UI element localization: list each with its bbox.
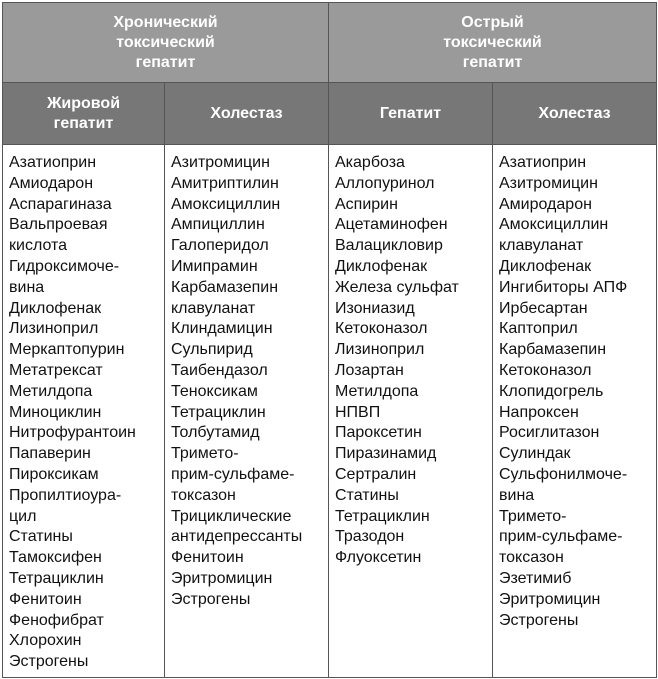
drug-list-item: Эзетимиб: [499, 569, 572, 587]
drug-list-item: Ампициллин: [171, 216, 265, 234]
acute-toxic-hepatitis-title: Острый токсический гепатит: [443, 13, 542, 71]
drug-list-item: Диклофенак: [499, 257, 592, 275]
drug-list-item: Статины: [335, 486, 399, 504]
drug-list-item: Эстрогены: [171, 590, 251, 608]
drug-list-item: Диклофенак: [335, 257, 428, 275]
drug-list-item: Аспарагиназа: [9, 195, 112, 213]
drug-list-item: Напроксен: [499, 403, 579, 421]
drug-list-item: прим-сульфаме-: [499, 528, 623, 546]
drug-list-item: Флуоксетин: [335, 549, 422, 567]
drug-list-item: Пиразинамид: [335, 445, 437, 463]
drug-list-item: токсазон: [171, 486, 236, 504]
drug-list-item: Фенитоин: [171, 549, 244, 567]
chronic-toxic-hepatitis-header: [3, 3, 329, 83]
drug-list-item: НПВП: [335, 403, 381, 421]
drug-list-item: Лозартан: [335, 361, 404, 379]
drug-list-item: Азитромицин: [499, 174, 598, 192]
drug-list-item: Таибендазол: [171, 361, 268, 379]
drug-list-item: Кетоконазол: [499, 361, 592, 379]
drug-list-item: Амиодарон: [9, 174, 94, 192]
drug-list-item: Пироксикам: [9, 465, 99, 483]
drug-list-item: Акарбоза: [335, 154, 405, 171]
drug-list-item: Папаверин: [9, 445, 91, 463]
drug-list-item: Сульфонилмоче-: [499, 465, 628, 483]
drug-list-item: Карбамазепин: [171, 278, 279, 296]
drug-list-item: Лизиноприл: [335, 341, 425, 359]
drug-list-item: Амиродарон: [499, 195, 592, 213]
drug-list-item: Аллопуринол: [335, 174, 435, 192]
drug-list-item: Фенитоин: [9, 590, 82, 608]
drug-list-item: Эритромицин: [499, 590, 601, 608]
drug-list-item: Тамоксифен: [9, 549, 102, 567]
drug-list-item: Тразодон: [335, 528, 405, 546]
fatty-hepatitis-header: [3, 83, 165, 145]
drug-list-item: Пароксетин: [335, 424, 422, 442]
drug-list-item: Ингибиторы АПФ: [499, 278, 628, 296]
drug-list-item: Статины: [9, 528, 73, 546]
drug-list-item: цил: [9, 507, 37, 525]
drug-list-item: Амитриптилин: [171, 174, 279, 192]
drug-list-item: клавуланат: [499, 237, 584, 255]
acute-toxic-hepatitis-header: [329, 3, 657, 83]
drug-list-item: антидепрессанты: [171, 528, 303, 546]
acute-hepatitis-drug-list: [329, 145, 493, 678]
drug-list-item: Галоперидол: [171, 237, 269, 255]
header-row: [3, 3, 657, 83]
drug-list-item: Толбутамид: [171, 424, 260, 442]
drug-list-item: клавуланат: [171, 299, 256, 317]
drug-list-item: Тетрациклин: [9, 569, 104, 587]
drug-list-item: Миноциклин: [9, 403, 102, 421]
drug-list-item: прим-сульфаме-: [171, 465, 295, 483]
chronic-toxic-hepatitis-title: Хронический токсический гепатит: [113, 13, 218, 71]
drug-list-item: Метатрексат: [9, 361, 103, 379]
drug-list-item: вина: [499, 486, 535, 504]
drug-list-item: Хлорохин: [9, 632, 82, 650]
subheader-row: [3, 83, 657, 145]
drug-list-item: Эстрогены: [9, 653, 89, 671]
drug-list-item: Амоксициллин: [171, 195, 281, 213]
drug-list-item: Лизиноприл: [9, 320, 99, 338]
drug-list-item: Гидроксимоче-: [9, 257, 120, 275]
drug-list-item: Азитромицин: [171, 154, 270, 171]
drug-list-item: Метилдопа: [335, 382, 419, 400]
drug-list-item: Азатиоприн: [499, 154, 587, 171]
drug-list-item: Амоксициллин: [499, 216, 609, 234]
drug-list-item: Эритромицин: [171, 569, 273, 587]
drug-list-item: Триметo-: [171, 445, 239, 463]
drug-list-item: Сулиндак: [499, 445, 571, 463]
drug-list-item: Метилдопа: [9, 382, 93, 400]
drug-list-item: Меркаптопурин: [9, 341, 125, 359]
drug-list-item: вина: [9, 278, 45, 296]
chronic-cholestasis-header: [165, 83, 329, 145]
drug-list-item: Росиглитазон: [499, 424, 600, 442]
drug-list-item: Трициклические: [171, 507, 292, 525]
acute-hepatitis-title: Гепатит: [379, 104, 442, 122]
drug-list-item: Эстрогены: [499, 611, 579, 629]
drug-list-item: Имипрамин: [171, 257, 258, 275]
drug-list-item: Карбамазепин: [499, 341, 607, 359]
acute-hepatitis-header: [329, 83, 493, 145]
drug-list-item: Нитрофурантоин: [9, 424, 136, 442]
drug-list-item: Кетоконазол: [335, 320, 428, 338]
drug-list-item: Сульпирид: [171, 341, 253, 359]
drug-list-item: Изониазид: [335, 299, 415, 317]
drug-list-item: Вальпроевая: [9, 216, 108, 234]
drug-list-item: Диклофенак: [9, 299, 102, 317]
drug-list-item: Валацикловир: [335, 237, 443, 255]
chronic-cholestasis-title: Холестаз: [210, 104, 283, 122]
drug-list-item: Клопидогрель: [499, 382, 604, 400]
acute-cholestasis-drug-list: [493, 145, 657, 678]
drug-list-item: Ацетаминофен: [335, 216, 448, 234]
drug-list-item: Железа сульфат: [335, 278, 459, 296]
drug-list-item: Аспирин: [335, 195, 398, 213]
drug-list-item: кислота: [9, 237, 68, 255]
drug-lists-row: [3, 145, 657, 678]
drug-list-item: токсазон: [499, 549, 564, 567]
acute-cholestasis-header: [493, 83, 657, 145]
drug-list-item: Тетрациклин: [171, 403, 266, 421]
drug-hepatotoxicity-table: [2, 2, 657, 678]
fatty-hepatitis-drug-list: [3, 145, 165, 678]
drug-list-item: Каптоприл: [499, 320, 578, 338]
drug-list-item: Азатиоприн: [9, 154, 97, 171]
drug-list-item: Пропилтиоура-: [9, 486, 122, 504]
drug-list-item: Теноксикам: [171, 382, 258, 400]
drug-list-item: Фенофибрат: [9, 611, 104, 629]
drug-list-item: Тримето-: [499, 507, 567, 525]
drug-list-item: Ирбесартан: [499, 299, 588, 317]
acute-cholestasis-title: Холестаз: [538, 104, 611, 122]
fatty-hepatitis-title: Жировой гепатит: [46, 94, 121, 132]
drug-list-item: Сертралин: [335, 465, 417, 483]
drug-list-item: Тетрациклин: [335, 507, 430, 525]
drug-list-item: Клиндамицин: [171, 320, 273, 338]
chronic-cholestasis-drug-list: [165, 145, 329, 678]
